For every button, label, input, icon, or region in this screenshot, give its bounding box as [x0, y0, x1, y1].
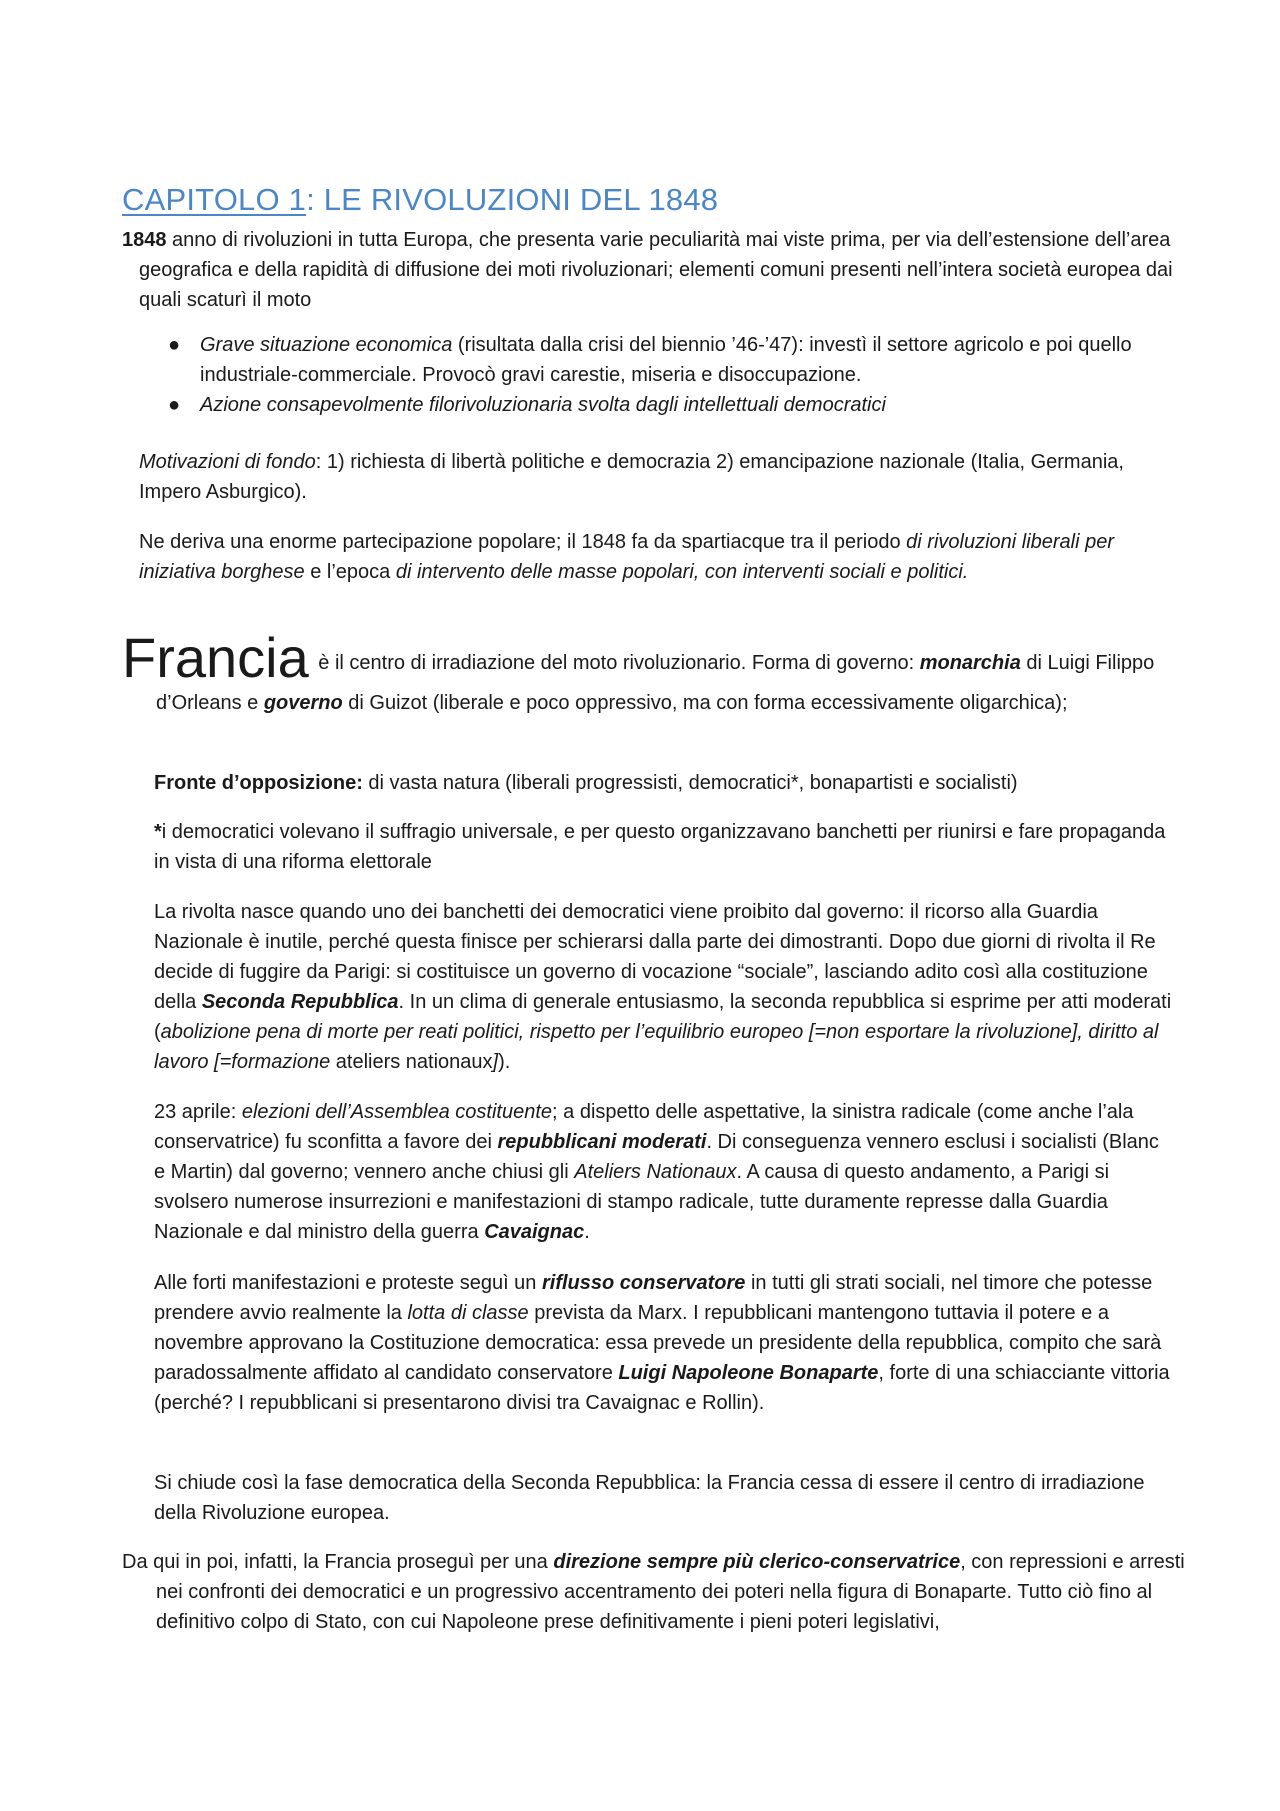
rivolta-paragraph [154, 897, 1174, 1077]
chapter-title [122, 182, 718, 218]
motivazioni-paragraph [139, 447, 1169, 507]
deriva-paragraph [139, 527, 1179, 587]
aprile-text-c: ; a dispetto delle aspettative, la sinistra radicale (come anche l’ala conservatrice) fu sconfitta a favore dei [154, 1101, 1134, 1153]
motivazioni-label: Motivazioni di fondo [139, 451, 316, 473]
aprile-paragraph [154, 1097, 1174, 1247]
rivolta-text-c: . In un clima di generale entusiasmo, la seconda repubblica si esprime per atti moderati ( [154, 991, 1172, 1043]
list-item-emphasis: Grave situazione economica [200, 334, 453, 356]
francia-text-a: è il centro di irradiazione del moto rivoluzionario. Forma di governo: [312, 652, 920, 674]
daqui-text-c: , con repressioni e arresti nei confronti dei democratici e un progressivo accentramento dei poteri nella figura di Bonaparte. Tutto ciò fino al definitivo colpo di Stato, con cui Napoleone prese definitivamente i pieni poteri legislativi, [156, 1551, 1185, 1633]
daqui-text-a: Da qui in poi, infatti, la Francia proseguì per una [122, 1551, 554, 1573]
rivolta-seconda-repubblica: Seconda Repubblica [201, 991, 399, 1013]
aprile-text-g: . A causa di questo andamento, a Parigi si svolsero numerose insurrezioni e manifestazioni di stampo radicale, tutte duramente represse dalla Guardia Nazionale e dal ministro della guerra [154, 1161, 1110, 1243]
asterisk: * [154, 821, 162, 843]
list-item [140, 390, 1180, 420]
francia-text-c: di Luigi Filippo d’Orleans e [156, 652, 1155, 714]
aprile-text-e: . Di conseguenza vennero esclusi i socialisti (Blanc e Martin) dal governo; vennero anche chiusi gli [154, 1131, 1159, 1183]
motivazioni-text: : 1) richiesta di libertà politiche e democrazia 2) emancipazione nazionale (Italia, Germania, Impero Asburgico). [139, 451, 1124, 503]
rivolta-text-e: ateliers nationaux [330, 1051, 493, 1073]
riflusso-text-g: , forte di una schiacciante vittoria (perché? I repubblicani si presentarono divisi tra Cavaignac e Rollin). [154, 1362, 1170, 1414]
bullet-icon: ● [168, 394, 181, 416]
riflusso-text-c: in tutti gli strati sociali, nel timore che potesse prendere avvio realmente la [154, 1272, 1153, 1324]
aprile-em-b: elezioni dell’Assemblea costituente [241, 1101, 553, 1123]
intro-year: 1848 [122, 229, 167, 251]
fronte-label: Fronte d’opposizione: [154, 772, 363, 794]
deriva-text-c: e l’epoca [304, 561, 396, 583]
aprile-em-f: Ateliers Nationaux [574, 1161, 737, 1183]
fronte-text: di vasta natura (liberali progressisti, democratici*, bonapartisti e socialisti) [362, 772, 1018, 794]
francia-monarchia: monarchia [919, 652, 1021, 674]
rivolta-text-a: La rivolta nasce quando uno dei banchetti dei democratici viene proibito dal governo: il ricorso alla Guardia Nazionale è inutile, perché questa finisce per schierarsi dalla parte dei dimostranti. Dopo due giorni di rivolta il Re decide di fuggire da Parigi: si costituisce un governo di vocazione “sociale”, lasciando adito così alla costituzione della [154, 901, 1156, 1013]
intro-text: anno di rivoluzioni in tutta Europa, che presenta varie peculiarità mai viste prima, per via dell’estensione dell’area geografica e della rapidità di diffusione dei moti rivoluzionari; elementi comuni presenti nell’intera società europea dai quali scaturì il moto [139, 229, 1173, 311]
francia-paragraph [122, 628, 1196, 718]
francia-text-e: di Guizot (liberale e poco oppressivo, ma con forma eccessivamente oligarchica); [342, 692, 1068, 714]
riflusso-text-e: prevista da Marx. I repubblicani mantengono tuttavia il potere e a novembre approvano la Costituzione democratica: essa prevede un presidente della repubblica, compito che sarà paradossalmente affidato al candidato conservatore [154, 1302, 1162, 1384]
list-item-text: (risultata dalla crisi del biennio ’46-’47): investì il settore agricolo e poi quello industriale-commerciale. Provocò gravi carestie, miseria e disoccupazione. [200, 334, 1132, 386]
aprile-text-i: . [584, 1221, 590, 1243]
riflusso-conservatore: riflusso conservatore [542, 1272, 746, 1294]
daqui-direzione: direzione sempre più clerico-conservatrice [553, 1551, 961, 1573]
intro-paragraph [122, 225, 1189, 315]
francia-governo: governo [263, 692, 343, 714]
deriva-em-d: di intervento delle masse popolari, con interventi sociali e politici. [395, 561, 969, 583]
riflusso-text-a: Alle forti manifestazioni e proteste seguì un [154, 1272, 542, 1294]
rivolta-em-f: ] [492, 1051, 499, 1073]
aprile-text-a: 23 aprile: [154, 1101, 242, 1123]
rivolta-text-g: ). [498, 1051, 511, 1073]
daqui-paragraph [122, 1547, 1206, 1637]
deriva-em-b: di rivoluzioni liberali per iniziativa borghese [139, 531, 1115, 583]
bullet-icon: ● [168, 334, 181, 356]
list-item [140, 330, 1180, 390]
list-item-emphasis: Azione consapevolmente filorivoluzionaria svolta dagli intellettuali democratici [200, 394, 886, 416]
chapter-title-rest: : LE RIVOLUZIONI DEL 1848 [306, 182, 719, 217]
fronte-paragraph [154, 768, 1174, 798]
democratici-paragraph [154, 817, 1174, 877]
riflusso-paragraph [154, 1268, 1174, 1418]
chiude-paragraph: Si chiude così la fase democratica della Seconda Repubblica: la Francia cessa di essere il centro di irradiazione della Rivoluzione europea. [154, 1472, 1145, 1524]
aprile-cavaignac: Cavaignac [484, 1221, 585, 1243]
causes-list [140, 330, 1180, 420]
chapter-title-link[interactable]: CAPITOLO 1 [122, 182, 307, 217]
rivolta-em-d: abolizione pena di morte per reati politici, rispetto per l’equilibrio europeo [=non esportare la rivoluzione], diritto al lavoro [=formazione [154, 1021, 1159, 1073]
democratici-text: i democratici volevano il suffragio universale, e per questo organizzavano banchetti per riunirsi e fare propaganda in vista di una riforma elettorale [154, 821, 1166, 873]
riflusso-lotta-di-classe: lotta di classe [407, 1302, 529, 1324]
francia-heading: Francia [122, 626, 309, 689]
aprile-repubblicani-moderati: repubblicani moderati [497, 1131, 707, 1153]
riflusso-luigi-napoleone: Luigi Napoleone Bonaparte [618, 1362, 879, 1384]
deriva-text-a: Ne deriva una enorme partecipazione popolare; il 1848 fa da spartiacque tra il periodo [139, 531, 907, 553]
